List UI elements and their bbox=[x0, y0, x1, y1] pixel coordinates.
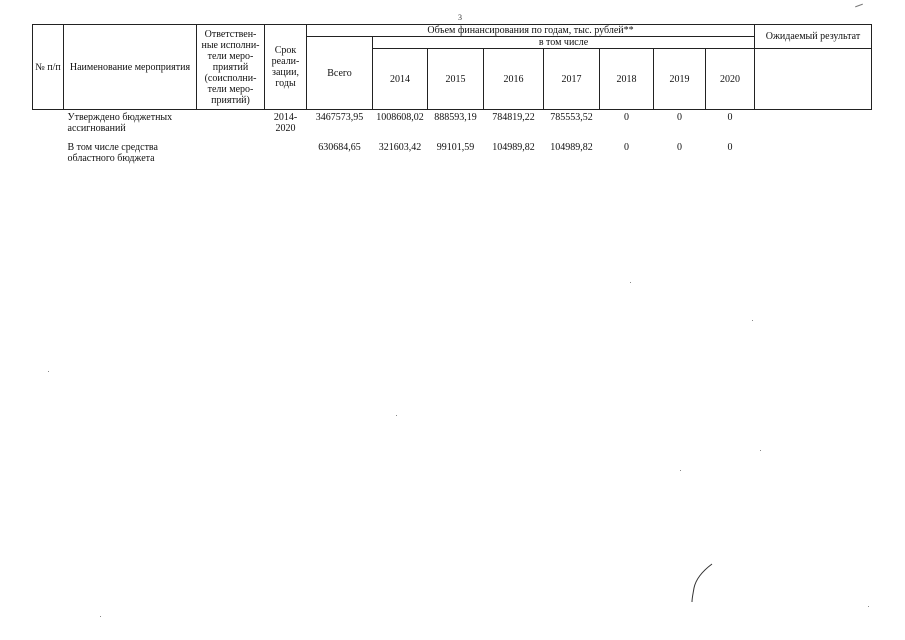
cell-num bbox=[33, 142, 64, 166]
cell-executors bbox=[197, 110, 265, 143]
col-header-name: Наименование мероприятия bbox=[64, 25, 197, 110]
handwritten-mark bbox=[686, 560, 718, 608]
col-header-including: в том числе bbox=[373, 37, 755, 49]
scan-dot bbox=[48, 371, 49, 372]
cell-num bbox=[33, 110, 64, 143]
cell-value: 0 bbox=[727, 142, 733, 153]
col-header-total: Всего bbox=[307, 37, 373, 110]
col-header-result-empty bbox=[755, 49, 872, 110]
table-body bbox=[33, 110, 872, 167]
scan-dot bbox=[868, 606, 869, 607]
col-header-funding: Объем финансирования по годам, тыс. рублей** bbox=[307, 25, 755, 37]
cell-value: 0 bbox=[677, 142, 682, 153]
col-header-year: 2018 bbox=[600, 49, 654, 110]
cell-value: 104989,82 bbox=[492, 142, 535, 153]
cell-period: 2014- 2020 bbox=[273, 112, 298, 134]
scan-dot bbox=[680, 470, 681, 471]
col-header-period: Срок реали- зации, годы bbox=[265, 25, 307, 110]
cell-value: 0 bbox=[727, 112, 733, 123]
cell-total: 630684,65 bbox=[318, 142, 361, 153]
cell-result bbox=[755, 110, 872, 143]
cell-value: 0 bbox=[677, 112, 682, 123]
scan-dot bbox=[100, 616, 101, 617]
col-header-year: 2019 bbox=[654, 49, 706, 110]
scan-dot bbox=[752, 320, 753, 321]
scan-dot bbox=[630, 282, 631, 283]
col-header-year: 2020 bbox=[706, 49, 755, 110]
table-header bbox=[33, 25, 872, 110]
cell-value: 0 bbox=[624, 142, 629, 153]
cell-value: 99101,59 bbox=[436, 142, 475, 153]
cell-value: 104989,82 bbox=[550, 142, 593, 153]
cell-period bbox=[265, 142, 307, 166]
scan-dot bbox=[396, 415, 397, 416]
cell-name: В том числе средства областного бюджета bbox=[67, 142, 158, 164]
scan-mark bbox=[855, 4, 863, 8]
col-header-num: № п/п bbox=[33, 25, 64, 110]
table-row bbox=[33, 110, 872, 143]
cell-value: 785553,52 bbox=[550, 112, 593, 123]
col-header-result: Ожидаемый результат bbox=[755, 25, 872, 49]
cell-value: 1008608,02 bbox=[376, 112, 424, 123]
cell-value: 0 bbox=[624, 112, 629, 123]
scan-dot bbox=[760, 450, 761, 451]
cell-result bbox=[755, 142, 872, 166]
col-header-year: 2014 bbox=[373, 49, 428, 110]
cell-value: 321603,42 bbox=[378, 142, 422, 153]
funding-table bbox=[32, 24, 872, 166]
table-row bbox=[33, 142, 872, 166]
page-number: 3 bbox=[458, 13, 462, 22]
cell-name: Утверждено бюджетных ассигнований bbox=[67, 112, 173, 134]
col-header-executors: Ответствен- ные исполни- тели меро- приятий (соисполни- тели меро- приятий) bbox=[197, 25, 265, 110]
cell-executors bbox=[197, 142, 265, 166]
col-header-year: 2015 bbox=[428, 49, 484, 110]
cell-value: 888593,19 bbox=[434, 112, 477, 123]
col-header-year: 2017 bbox=[544, 49, 600, 110]
col-header-year: 2016 bbox=[484, 49, 544, 110]
cell-value: 784819,22 bbox=[492, 112, 535, 123]
cell-total: 3467573,95 bbox=[315, 112, 364, 123]
